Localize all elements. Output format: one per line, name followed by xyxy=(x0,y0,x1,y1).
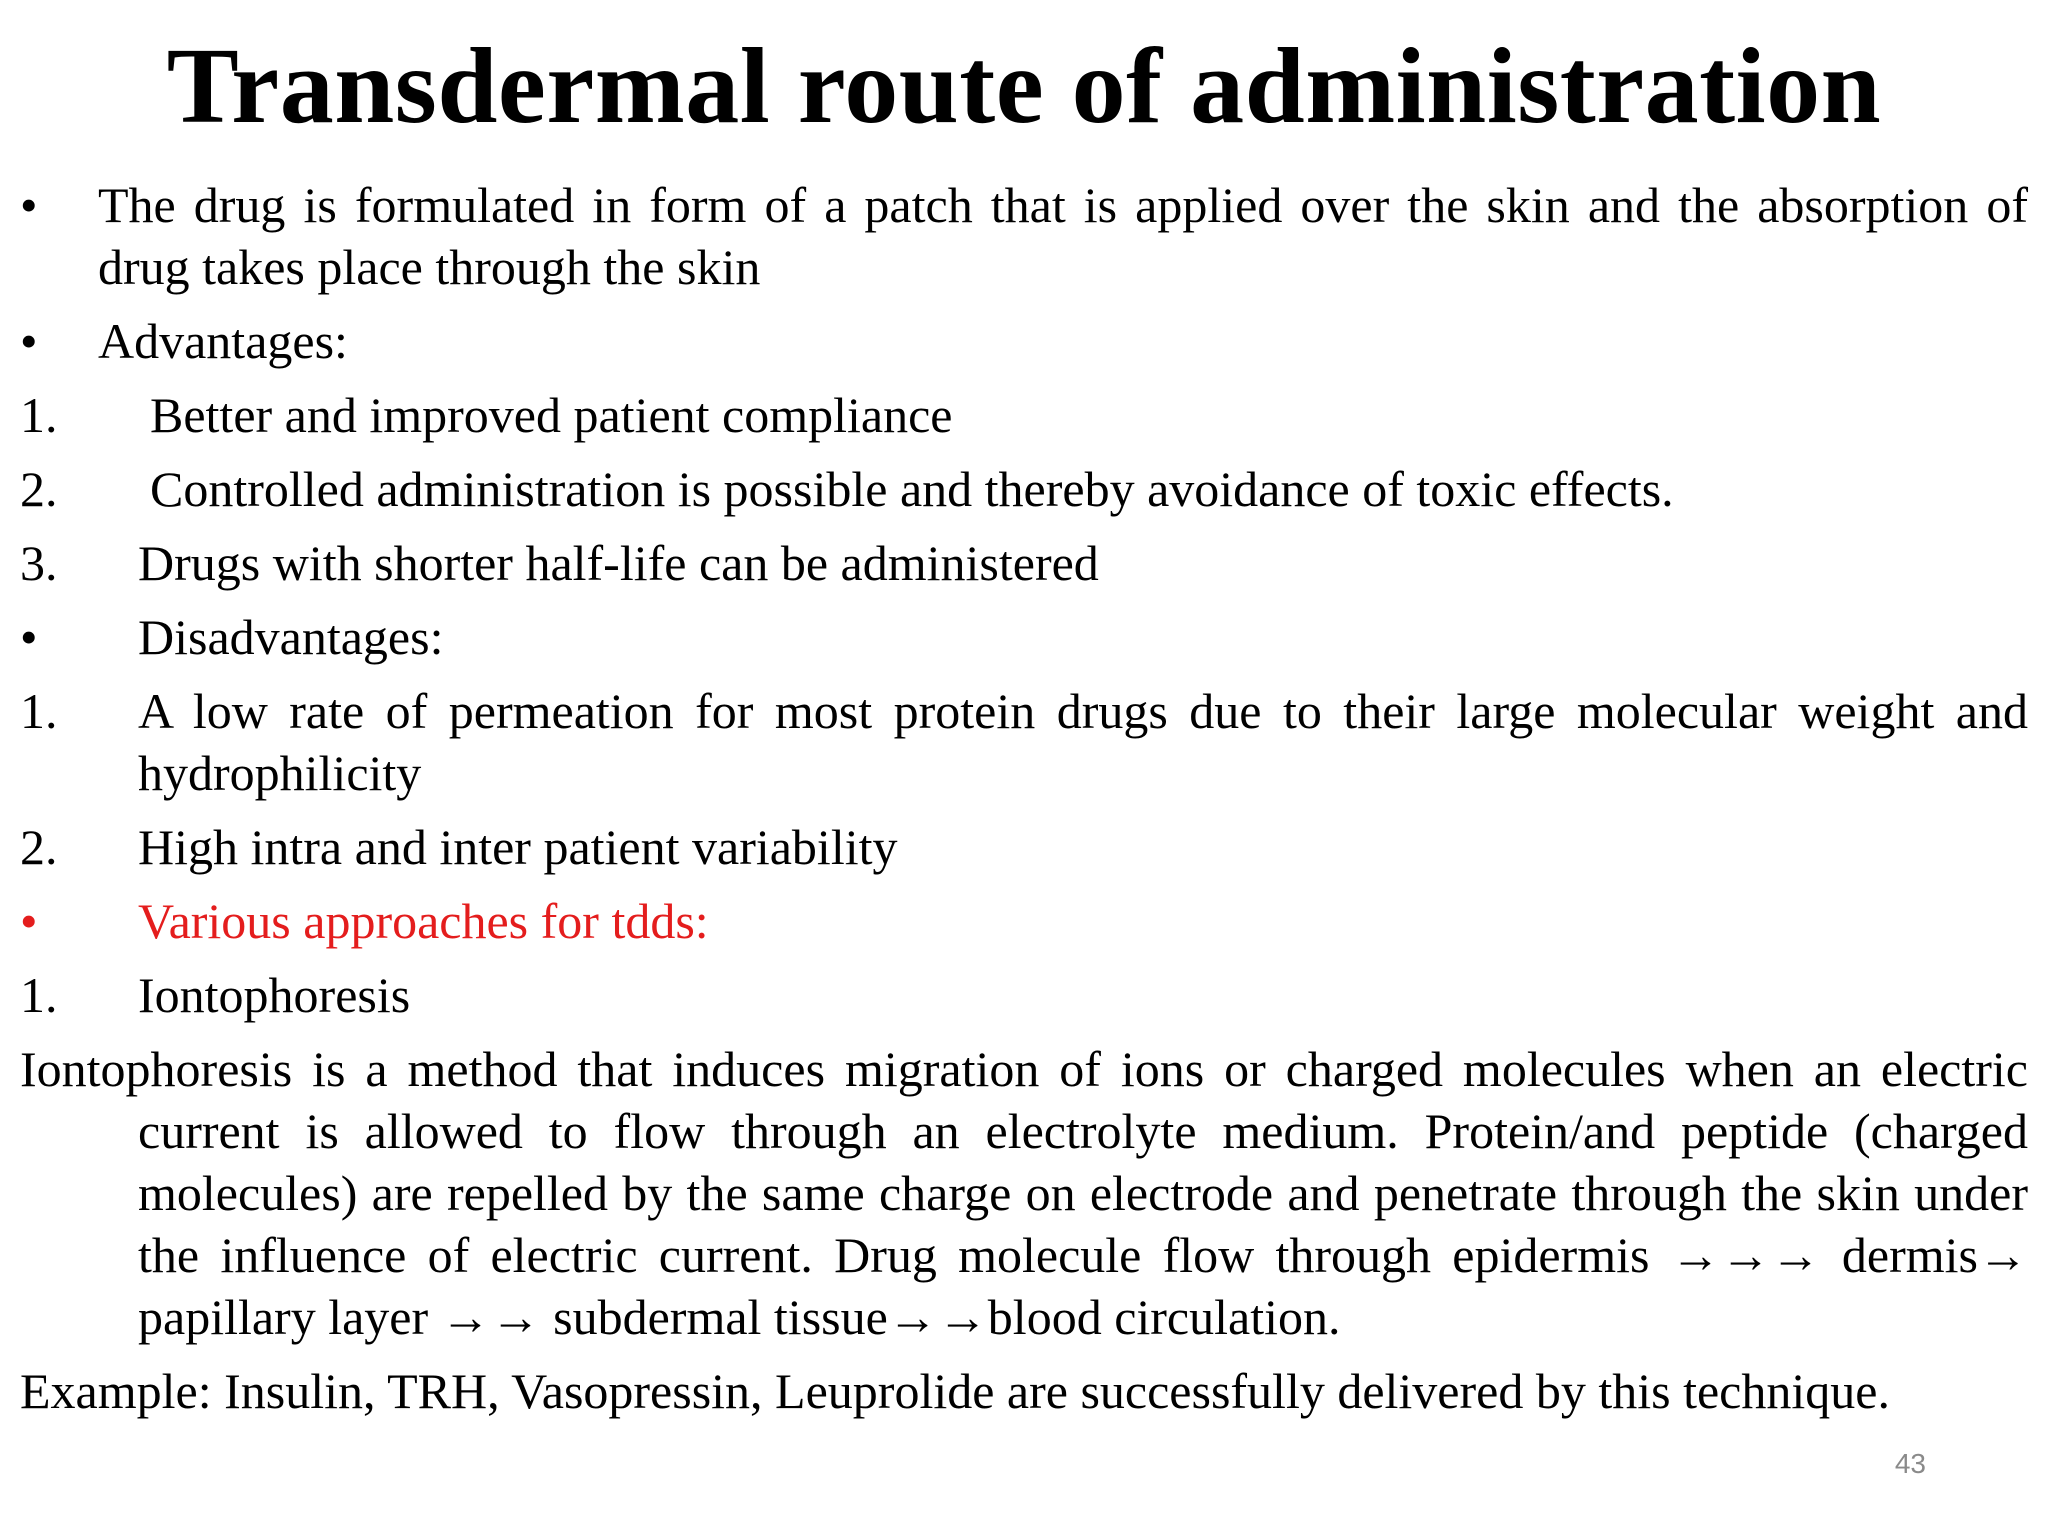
disadvantage-text: High intra and inter patient variability xyxy=(138,819,898,875)
approaches-heading: Various approaches for tdds: xyxy=(138,893,709,949)
list-item xyxy=(20,532,2028,594)
bullet-marker: • xyxy=(20,177,38,233)
list-item xyxy=(20,458,2028,520)
list-number: 2. xyxy=(20,819,58,875)
bullet-marker: • xyxy=(20,609,38,665)
list-item xyxy=(20,964,2028,1026)
bullet-marker: • xyxy=(20,893,38,949)
advantage-text: Drugs with shorter half-life can be administered xyxy=(138,535,1099,591)
approach-text: Iontophoresis xyxy=(138,967,411,1023)
advantages-heading-row xyxy=(20,310,2028,372)
list-number: 3. xyxy=(20,535,58,591)
disadvantages-heading-row xyxy=(20,606,2028,668)
list-item xyxy=(20,816,2028,878)
list-number: 1. xyxy=(20,967,58,1023)
intro-text: The drug is formulated in form of a patch that is applied over the skin and the absorption of drug takes place through the skin xyxy=(98,177,2028,295)
list-number: 1. xyxy=(20,387,58,443)
advantages-heading: Advantages: xyxy=(98,313,348,369)
list-item xyxy=(20,680,2028,804)
list-number: 2. xyxy=(20,461,58,517)
slide-title: Transdermal route of administration xyxy=(166,27,1882,146)
list-number: 1. xyxy=(20,683,58,739)
iontophoresis-description: Iontophoresis is a method that induces migration of ions or charged molecules when an electric current is allowed to flow through an electrolyte medium. Protein/and peptide (charged molecules) are repelled by the same charge on electrode and penetrate through the skin under the influence of electric current. Drug molecule flow through epidermis →→→ dermis→ papillary layer →→ subdermal tissue→→blood circulation. xyxy=(20,1041,2028,1345)
list-item xyxy=(20,384,2028,446)
disadvantages-heading: Disadvantages: xyxy=(138,609,444,665)
bullet-marker: • xyxy=(20,313,38,369)
page-number: 43 xyxy=(1894,1448,1926,1479)
approaches-heading-row xyxy=(20,890,2028,952)
example-text: Example: Insulin, TRH, Vasopressin, Leuprolide are successfully delivered by this technique. xyxy=(20,1363,1890,1419)
disadvantage-text: A low rate of permeation for most protein drugs due to their large molecular weight and hydrophilicity xyxy=(138,683,2028,801)
advantage-text: Controlled administration is possible and thereby avoidance of toxic effects. xyxy=(150,461,1674,517)
slide-body xyxy=(20,174,2028,1422)
advantage-text: Better and improved patient compliance xyxy=(150,387,953,443)
intro-bullet xyxy=(20,174,2028,298)
